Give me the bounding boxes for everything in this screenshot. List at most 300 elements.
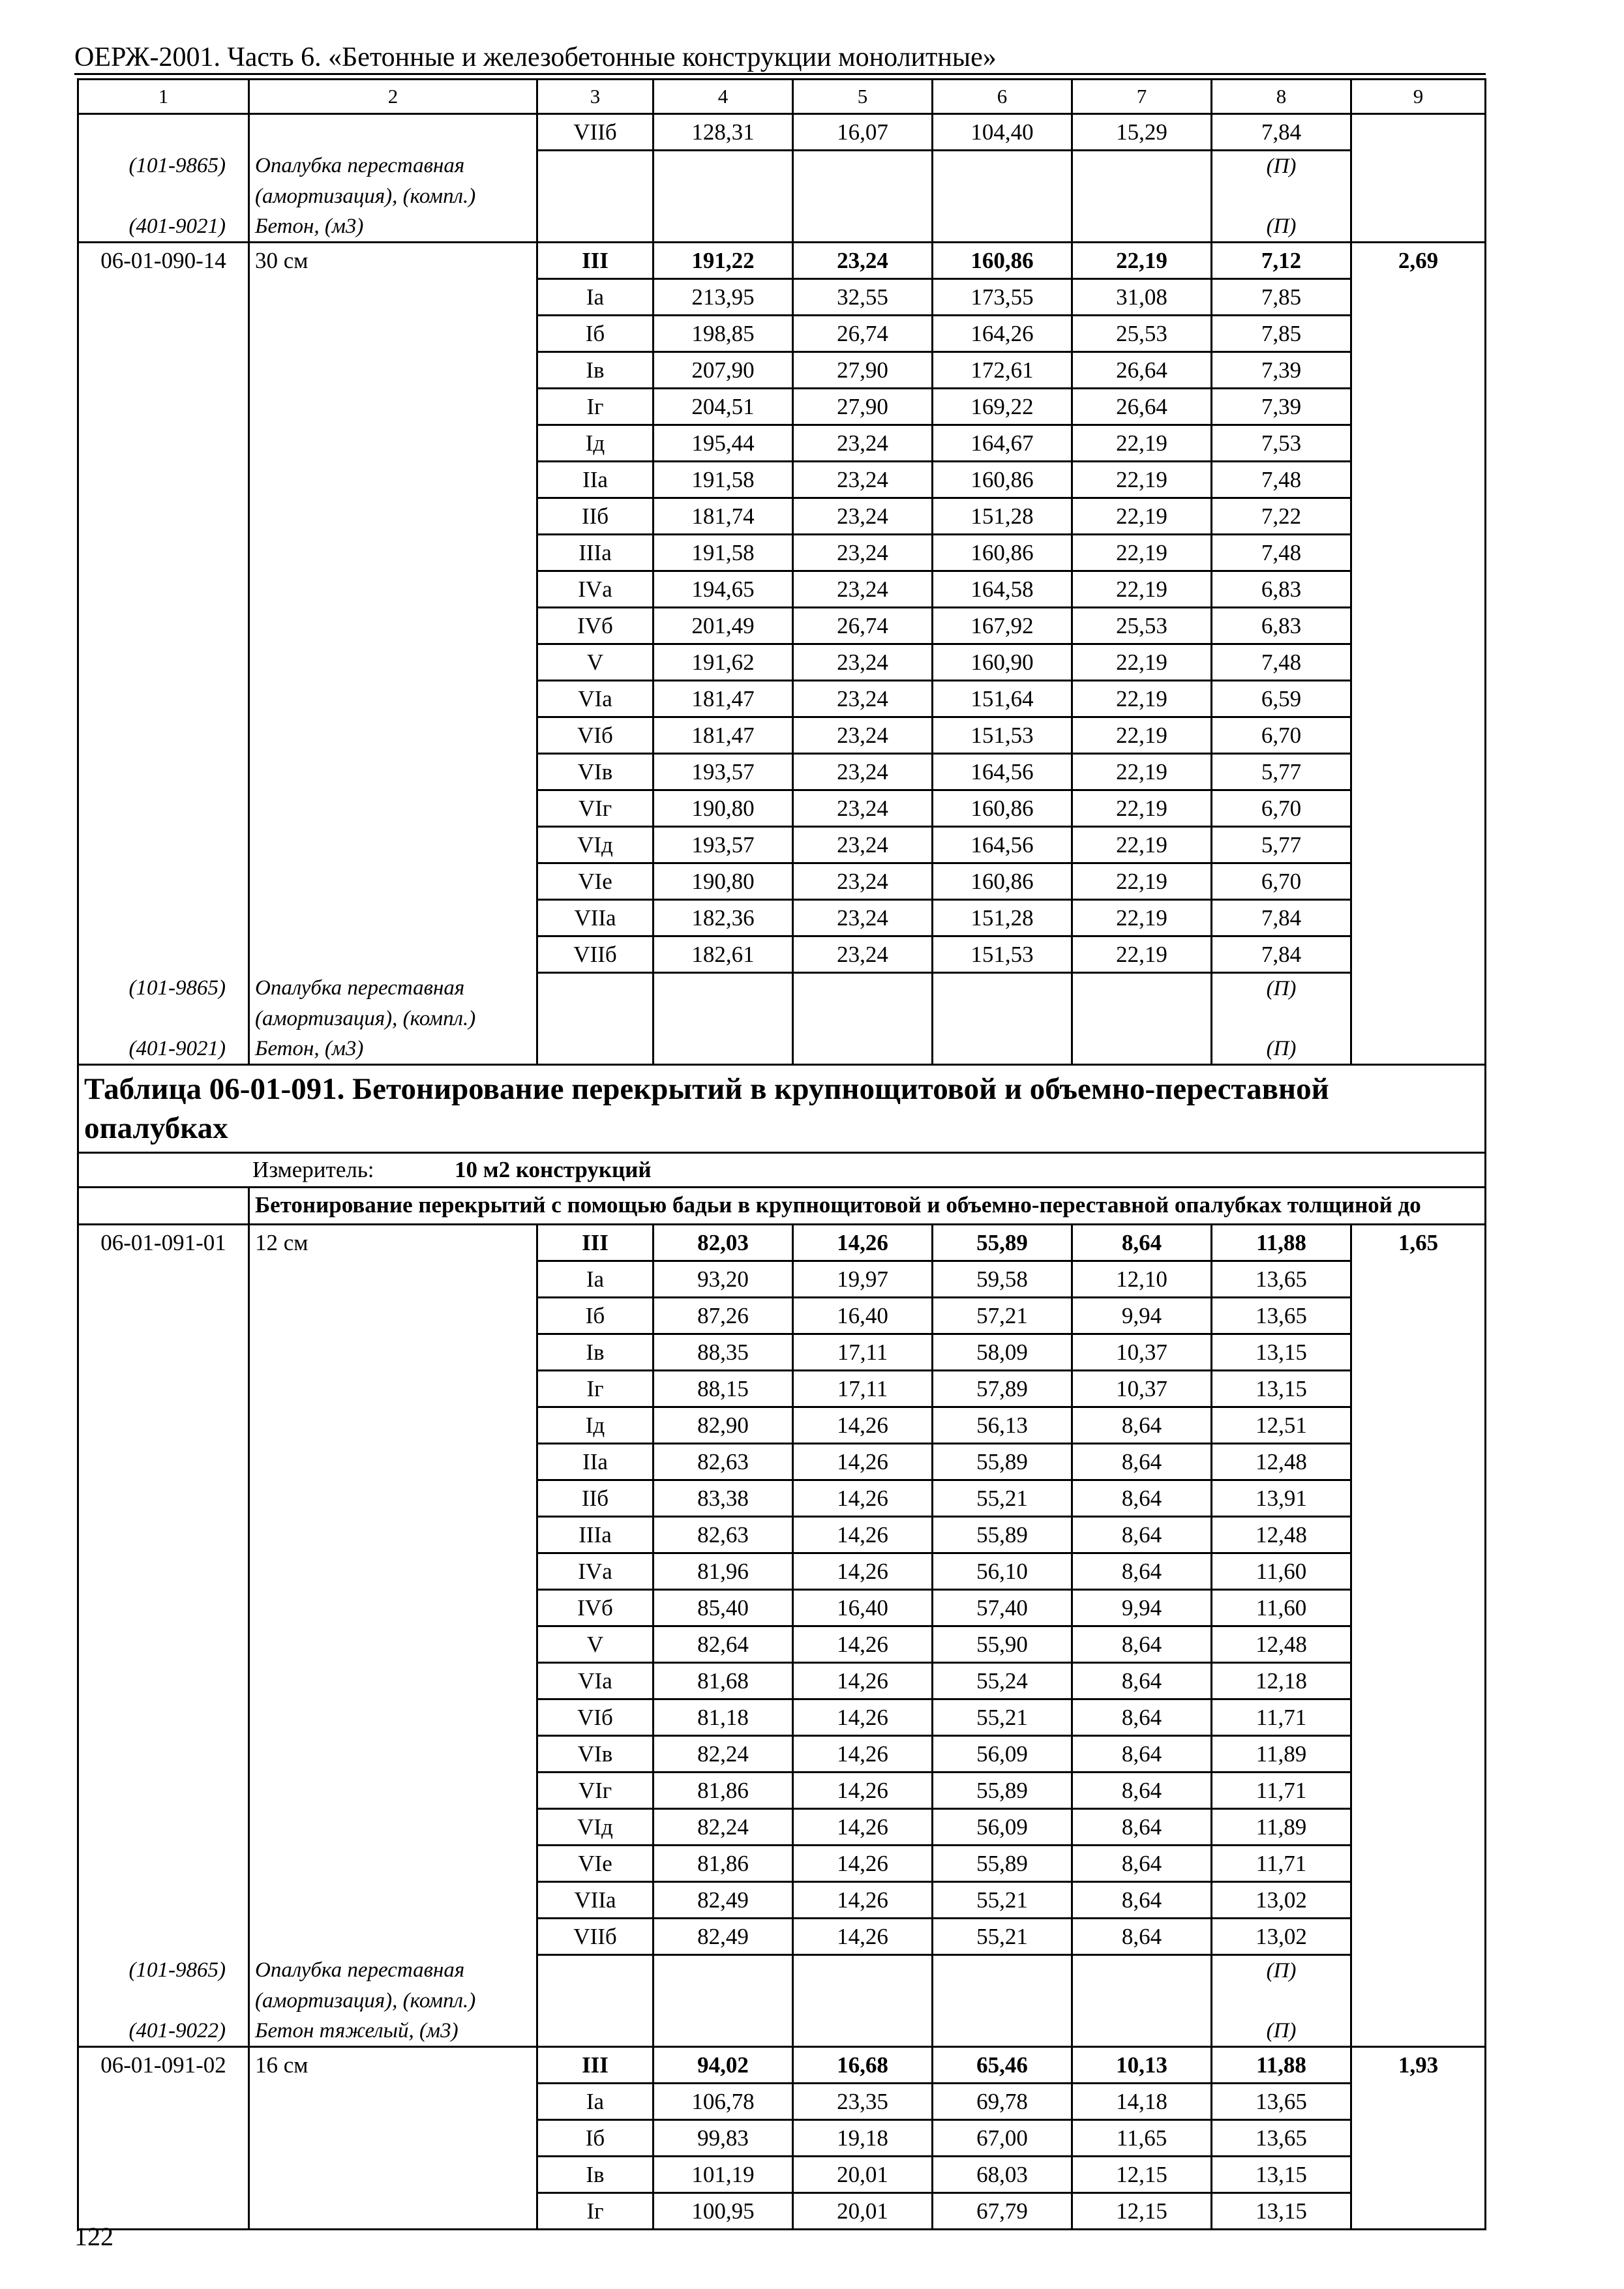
value-v5: 27,90 (793, 389, 933, 425)
value-v4: 100,95 (654, 2193, 793, 2230)
description-cell (249, 2120, 537, 2157)
value-v7: 15,29 (1072, 114, 1212, 151)
labor-cell (1351, 2084, 1486, 2120)
zone-cell: VIIб (537, 114, 654, 151)
resource-row (78, 1004, 1486, 1034)
value-v8: 13,15 (1212, 1334, 1351, 1371)
value-v6 (933, 1986, 1072, 2016)
resource-name: (амортизация), (компл.) (249, 1986, 537, 2016)
resource-row (78, 2016, 1486, 2047)
price-row (78, 1919, 1486, 1955)
labor-cell (1351, 279, 1486, 316)
value-v4: 181,47 (654, 717, 793, 754)
resource-name: Опалубка переставная (249, 973, 537, 1004)
description-cell (249, 1626, 537, 1663)
zone-cell (537, 181, 654, 211)
code-cell (78, 1846, 249, 1882)
zone-cell: Iг (537, 389, 654, 425)
description-cell (249, 1371, 537, 1407)
value-v8: 7,48 (1212, 644, 1351, 681)
description-cell (249, 2193, 537, 2230)
code-cell (78, 1809, 249, 1846)
value-v5: 14,26 (793, 1407, 933, 1444)
column-number-5: 5 (793, 80, 933, 114)
description-cell (249, 644, 537, 681)
value-v4 (654, 1986, 793, 2016)
value-v7: 8,64 (1072, 1407, 1212, 1444)
value-v7: 26,64 (1072, 352, 1212, 389)
code-cell: 06-01-091-01 (78, 1225, 249, 1261)
code-cell (78, 279, 249, 316)
value-v8: 11,60 (1212, 1553, 1351, 1590)
value-v6: 68,03 (933, 2157, 1072, 2193)
value-v7 (1072, 211, 1212, 243)
group-description-row (78, 1188, 1486, 1225)
labor-cell (1351, 1773, 1486, 1809)
price-row (78, 462, 1486, 498)
value-v8: 6,70 (1212, 717, 1351, 754)
description-cell (249, 2157, 537, 2193)
description-cell (249, 1261, 537, 1298)
price-row (78, 1261, 1486, 1298)
value-v5: 14,26 (793, 1480, 933, 1517)
description-cell: 30 см (249, 243, 537, 279)
zone-cell: VIIа (537, 900, 654, 936)
zone-cell: IIIа (537, 1517, 654, 1553)
labor-cell (1351, 1517, 1486, 1553)
zone-cell: VIв (537, 754, 654, 790)
description-cell (249, 1444, 537, 1480)
value-v7 (1072, 1034, 1212, 1065)
price-row (78, 1225, 1486, 1261)
code-cell (78, 2084, 249, 2120)
unit-value: 10 м2 конструкций (455, 1157, 652, 1182)
value-v6: 167,92 (933, 608, 1072, 644)
value-v5: 17,11 (793, 1334, 933, 1371)
value-v7: 22,19 (1072, 462, 1212, 498)
value-v8: 13,65 (1212, 1261, 1351, 1298)
value-v4: 198,85 (654, 316, 793, 352)
labor-cell (1351, 1626, 1486, 1663)
resource-row (78, 1986, 1486, 2016)
zone-cell: VIе (537, 863, 654, 900)
description-cell (249, 790, 537, 827)
value-v5: 32,55 (793, 279, 933, 316)
value-v7: 12,10 (1072, 1261, 1212, 1298)
code-cell (78, 644, 249, 681)
value-v5: 23,24 (793, 790, 933, 827)
description-cell (249, 1882, 537, 1919)
labor-cell (1351, 211, 1486, 243)
description-cell: 12 см (249, 1225, 537, 1261)
value-v6: 56,09 (933, 1809, 1072, 1846)
value-v6: 67,79 (933, 2193, 1072, 2230)
description-cell (249, 936, 537, 973)
zone-cell: Iв (537, 1334, 654, 1371)
description-cell (249, 1736, 537, 1773)
value-v4 (654, 2016, 793, 2047)
value-v6 (933, 973, 1072, 1004)
value-v7: 8,64 (1072, 1773, 1212, 1809)
value-v6: 56,13 (933, 1407, 1072, 1444)
value-v6: 55,24 (933, 1663, 1072, 1699)
labor-cell (1351, 2193, 1486, 2230)
resource-name: (амортизация), (компл.) (249, 181, 537, 211)
value-v6: 55,89 (933, 1846, 1072, 1882)
value-v8: 6,83 (1212, 608, 1351, 644)
value-v6: 57,89 (933, 1371, 1072, 1407)
resource-code (78, 181, 249, 211)
value-v4 (654, 1955, 793, 1986)
value-v7: 8,64 (1072, 1626, 1212, 1663)
value-v7: 22,19 (1072, 863, 1212, 900)
value-v6: 151,53 (933, 936, 1072, 973)
value-v5 (793, 211, 933, 243)
value-v5 (793, 1986, 933, 2016)
code-cell (78, 571, 249, 608)
labor-cell (1351, 717, 1486, 754)
value-v6: 173,55 (933, 279, 1072, 316)
value-v4: 195,44 (654, 425, 793, 462)
resource-code: (401-9021) (78, 211, 249, 243)
value-v5: 14,26 (793, 1517, 933, 1553)
value-v5: 14,26 (793, 1809, 933, 1846)
value-v7: 22,19 (1072, 425, 1212, 462)
value-v5: 23,24 (793, 936, 933, 973)
labor-cell (1351, 498, 1486, 535)
labor-cell (1351, 1261, 1486, 1298)
description-cell (249, 1407, 537, 1444)
value-v5: 26,74 (793, 608, 933, 644)
labor-cell (1351, 1736, 1486, 1773)
description-cell (249, 1773, 537, 1809)
zone-cell: VIб (537, 717, 654, 754)
zone-cell: IIб (537, 1480, 654, 1517)
value-v8: 7,85 (1212, 279, 1351, 316)
table-body (78, 80, 1486, 2230)
zone-cell: VIIб (537, 1919, 654, 1955)
price-row (78, 571, 1486, 608)
resource-code: (401-9022) (78, 2016, 249, 2047)
value-v4 (654, 181, 793, 211)
value-v8: 11,88 (1212, 2047, 1351, 2084)
value-v6 (933, 211, 1072, 243)
value-v5: 23,24 (793, 243, 933, 279)
value-v7: 8,64 (1072, 1663, 1212, 1699)
value-v5: 23,24 (793, 535, 933, 571)
value-v7 (1072, 1004, 1212, 1034)
value-v7: 22,19 (1072, 571, 1212, 608)
table-title: Таблица 06-01-091. Бетонирование перекрытий в крупнощитовой и объемно-переставной опалубках (78, 1065, 1486, 1153)
price-row (78, 1590, 1486, 1626)
labor-cell (1351, 181, 1486, 211)
labor-cell (1351, 462, 1486, 498)
value-v4: 190,80 (654, 863, 793, 900)
value-v7: 22,19 (1072, 243, 1212, 279)
value-v7: 8,64 (1072, 1480, 1212, 1517)
price-row (78, 114, 1486, 151)
resource-name: Бетон, (м3) (249, 1034, 537, 1065)
code-cell (78, 498, 249, 535)
zone-cell (537, 211, 654, 243)
description-cell (249, 1919, 537, 1955)
code-cell (78, 863, 249, 900)
value-v8: 6,70 (1212, 790, 1351, 827)
labor-cell (1351, 2120, 1486, 2157)
value-v6 (933, 1955, 1072, 1986)
value-v5: 23,24 (793, 498, 933, 535)
value-v5 (793, 151, 933, 182)
value-v5: 16,40 (793, 1298, 933, 1334)
value-v4: 213,95 (654, 279, 793, 316)
value-v4: 191,22 (654, 243, 793, 279)
value-v6: 160,86 (933, 863, 1072, 900)
description-cell (249, 571, 537, 608)
zone-cell: IVб (537, 1590, 654, 1626)
value-v4: 83,38 (654, 1480, 793, 1517)
resource-price-type: (П) (1212, 973, 1351, 1004)
value-v8: 7,85 (1212, 316, 1351, 352)
value-v7: 31,08 (1072, 279, 1212, 316)
value-v6: 65,46 (933, 2047, 1072, 2084)
price-row (78, 1846, 1486, 1882)
zone-cell: IVа (537, 571, 654, 608)
zone-cell: IIб (537, 498, 654, 535)
value-v4 (654, 973, 793, 1004)
running-header: ОЕРЖ-2001. Часть 6. «Бетонные и железобетонные конструкции монолитные» (74, 42, 997, 72)
value-v7: 22,19 (1072, 790, 1212, 827)
value-v5: 14,26 (793, 1626, 933, 1663)
description-cell (249, 608, 537, 644)
price-row (78, 2084, 1486, 2120)
code-cell (78, 1919, 249, 1955)
code-cell (78, 2157, 249, 2193)
value-v8: 7,39 (1212, 389, 1351, 425)
value-v6: 160,90 (933, 644, 1072, 681)
value-v6: 164,26 (933, 316, 1072, 352)
description-cell (249, 1846, 537, 1882)
value-v8: 12,18 (1212, 1663, 1351, 1699)
resource-name: (амортизация), (компл.) (249, 1004, 537, 1034)
labor-cell (1351, 1699, 1486, 1736)
price-row (78, 1626, 1486, 1663)
zone-cell: III (537, 2047, 654, 2084)
code-cell: 06-01-091-02 (78, 2047, 249, 2084)
value-v4: 193,57 (654, 754, 793, 790)
value-v6: 55,89 (933, 1444, 1072, 1480)
value-v8: 13,15 (1212, 1371, 1351, 1407)
zone-cell: VIд (537, 1809, 654, 1846)
value-v4: 201,49 (654, 608, 793, 644)
value-v8: 13,02 (1212, 1882, 1351, 1919)
zone-cell: Iг (537, 2193, 654, 2230)
value-v4 (654, 1034, 793, 1065)
value-v5: 16,40 (793, 1590, 933, 1626)
value-v7 (1072, 2016, 1212, 2047)
labor-cell (1351, 936, 1486, 973)
resource-row (78, 1955, 1486, 1986)
zone-cell (537, 1955, 654, 1986)
value-v5: 19,97 (793, 1261, 933, 1298)
value-v6: 55,90 (933, 1626, 1072, 1663)
labor-cell (1351, 1986, 1486, 2016)
resource-code: (401-9021) (78, 1034, 249, 1065)
zone-cell: IVа (537, 1553, 654, 1590)
zone-cell: Iа (537, 279, 654, 316)
code-cell (78, 462, 249, 498)
value-v4: 207,90 (654, 352, 793, 389)
labor-cell (1351, 1846, 1486, 1882)
resource-code: (101-9865) (78, 151, 249, 182)
value-v8: 13,65 (1212, 1298, 1351, 1334)
value-v6: 69,78 (933, 2084, 1072, 2120)
labor-cell (1351, 1480, 1486, 1517)
value-v6 (933, 1034, 1072, 1065)
labor-cell: 2,69 (1351, 243, 1486, 279)
description-cell (249, 535, 537, 571)
price-row (78, 2193, 1486, 2230)
value-v7: 8,64 (1072, 1699, 1212, 1736)
description-cell (249, 681, 537, 717)
value-v8: 12,48 (1212, 1517, 1351, 1553)
value-v7: 8,64 (1072, 1517, 1212, 1553)
labor-cell (1351, 1444, 1486, 1480)
unit-cell (78, 1153, 1486, 1188)
labor-cell (1351, 790, 1486, 827)
code-cell (78, 1553, 249, 1590)
code-cell (78, 1882, 249, 1919)
value-v8: 11,89 (1212, 1809, 1351, 1846)
value-v6: 151,28 (933, 498, 1072, 535)
value-v5: 19,18 (793, 2120, 933, 2157)
value-v5: 14,26 (793, 1663, 933, 1699)
value-v7: 22,19 (1072, 717, 1212, 754)
resource-code: (101-9865) (78, 973, 249, 1004)
description-cell (249, 498, 537, 535)
value-v7: 10,13 (1072, 2047, 1212, 2084)
value-v6: 151,53 (933, 717, 1072, 754)
value-v4: 101,19 (654, 2157, 793, 2193)
value-v5: 26,74 (793, 316, 933, 352)
zone-cell: IIа (537, 462, 654, 498)
zone-cell: VIIб (537, 936, 654, 973)
value-v8: 11,89 (1212, 1736, 1351, 1773)
price-row (78, 1809, 1486, 1846)
value-v6: 169,22 (933, 389, 1072, 425)
price-row (78, 1407, 1486, 1444)
zone-cell: IIIа (537, 535, 654, 571)
description-cell (249, 1809, 537, 1846)
value-v7: 22,19 (1072, 754, 1212, 790)
price-row (78, 1517, 1486, 1553)
value-v7: 22,19 (1072, 535, 1212, 571)
value-v6: 55,89 (933, 1773, 1072, 1809)
value-v6: 56,10 (933, 1553, 1072, 1590)
value-v5: 23,24 (793, 571, 933, 608)
value-v8: 5,77 (1212, 754, 1351, 790)
value-v8: 7,84 (1212, 900, 1351, 936)
value-v4: 87,26 (654, 1298, 793, 1334)
code-cell (78, 1517, 249, 1553)
value-v4: 128,31 (654, 114, 793, 151)
unit-row (78, 1153, 1486, 1188)
labor-cell: 1,65 (1351, 1225, 1486, 1261)
labor-cell (1351, 1955, 1486, 1986)
value-v6 (933, 1004, 1072, 1034)
price-row (78, 790, 1486, 827)
value-v4: 190,80 (654, 790, 793, 827)
labor-cell (1351, 608, 1486, 644)
description-cell (249, 1663, 537, 1699)
value-v4: 82,49 (654, 1882, 793, 1919)
value-v7: 8,64 (1072, 1919, 1212, 1955)
value-v7: 9,94 (1072, 1590, 1212, 1626)
resource-row (78, 1034, 1486, 1065)
description-cell (249, 389, 537, 425)
labor-cell (1351, 389, 1486, 425)
value-v6: 164,67 (933, 425, 1072, 462)
value-v4: 81,86 (654, 1846, 793, 1882)
resource-price-type (1212, 181, 1351, 211)
value-v7: 8,64 (1072, 1882, 1212, 1919)
resource-code (78, 1986, 249, 2016)
labor-cell (1351, 973, 1486, 1004)
zone-cell (537, 1034, 654, 1065)
value-v7 (1072, 973, 1212, 1004)
labor-cell (1351, 2157, 1486, 2193)
value-v8: 13,15 (1212, 2157, 1351, 2193)
code-cell (78, 827, 249, 863)
zone-cell: VIа (537, 681, 654, 717)
value-v4: 82,03 (654, 1225, 793, 1261)
code-cell (78, 1773, 249, 1809)
value-v4: 81,86 (654, 1773, 793, 1809)
labor-cell (1351, 1663, 1486, 1699)
value-v5 (793, 1034, 933, 1065)
labor-cell (1351, 535, 1486, 571)
labor-cell (1351, 425, 1486, 462)
code-cell (78, 1663, 249, 1699)
value-v7 (1072, 1986, 1212, 2016)
price-row (78, 1882, 1486, 1919)
value-v8: 7,48 (1212, 535, 1351, 571)
description-cell (249, 425, 537, 462)
description-cell (249, 1298, 537, 1334)
price-row (78, 243, 1486, 279)
value-v7: 8,64 (1072, 1846, 1212, 1882)
zone-cell: VIд (537, 827, 654, 863)
zone-cell: VIв (537, 1736, 654, 1773)
value-v4: 82,63 (654, 1444, 793, 1480)
value-v7: 22,19 (1072, 498, 1212, 535)
zone-cell: Iа (537, 1261, 654, 1298)
price-row (78, 863, 1486, 900)
value-v5: 23,24 (793, 462, 933, 498)
zone-cell: Iб (537, 2120, 654, 2157)
value-v4: 94,02 (654, 2047, 793, 2084)
value-v7: 22,19 (1072, 936, 1212, 973)
value-v6: 55,89 (933, 1517, 1072, 1553)
labor-cell (1351, 316, 1486, 352)
value-v7: 8,64 (1072, 1553, 1212, 1590)
value-v8: 7,84 (1212, 114, 1351, 151)
value-v4: 93,20 (654, 1261, 793, 1298)
resource-name: Опалубка переставная (249, 151, 537, 182)
value-v5: 23,24 (793, 900, 933, 936)
code-cell (78, 2120, 249, 2157)
labor-cell (1351, 1298, 1486, 1334)
value-v8: 13,65 (1212, 2120, 1351, 2157)
